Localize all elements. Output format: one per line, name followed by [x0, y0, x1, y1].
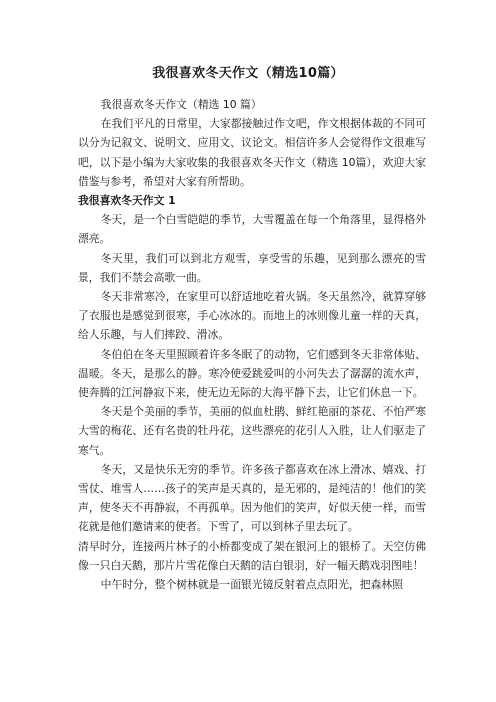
essay-paragraph: 冬天，是一个白雪皑皑的季节，大雪覆盖在每一个角落里，显得格外漂亮。 — [78, 213, 426, 246]
document-subtitle: 我很喜欢冬天作文（精选 10 篇） — [100, 98, 262, 111]
intro-paragraph: 在我们平凡的日常里，大家都接触过作文吧，作文根据体裁的不同可以分为记叙文、说明文、应用文、议论文。相信许多人会觉得作文很难写吧，以下是小编为大家收集的我很喜欢冬天作文（精选 10篇），欢迎大家借鉴与参考，希望对大家有所帮助。 — [78, 117, 426, 188]
essay-heading: 我很喜欢冬天作文 1 — [78, 194, 176, 208]
document-title: 我很喜欢冬天作文（精选10篇） — [152, 66, 344, 81]
essay-paragraph: 冬伯伯在冬天里照顾着许多冬眠了的动物，它们感到冬天非常体贴、温暖。冬天，是那么的静。寒冷使爱跳爱叫的小河失去了潺潺的流水声，使奔腾的江河静寂下来，使无边无际的大海平静下去，让它们休息一下。 — [78, 347, 426, 400]
essay-paragraph: 冬天是个美丽的季节，美丽的似血杜鹃、鲜红艳丽的茶花、不怕严寒大雪的梅花、还有名贵的牡丹花，这些漂亮的花引人入胜，让人们驱走了寒气。 — [78, 405, 426, 457]
essay-paragraph: 冬天非常寒冷，在家里可以舒适地吃着火锅。冬天虽然冷，就算穿够了衣服也是感觉到很寒，手心冰冰的。而地上的冰则像儿童一样的天真，给人乐趣，与人们摔跤、滑冰。 — [78, 290, 426, 342]
essay-paragraph: 冬天里，我们可以到北方观雪，享受雪的乐趣，见到那么漂亮的雪景，我们不禁会高歌一曲。 — [78, 251, 426, 284]
essay-paragraph: 清早时分，连接两片林子的小桥都变成了架在银河上的银桥了。天空仿佛像一只白天鹅，那片片雪花像白天鹅的洁白银羽，好一幅天鹅戏羽图哇！ — [78, 539, 426, 572]
document-body — [78, 95, 426, 594]
essay-paragraph: 中午时分，整个树林就是一面银光镜反射着点点阳光，把森林照 — [100, 578, 403, 592]
essay-paragraph: 冬天，又是快乐无穷的季节。许多孩子都喜欢在冰上滑冰、嬉戏、打雪仗、堆雪人……孩子的笑声是天真的，是无邪的，是纯洁的！他们的笑声，使冬天不再静寂，不再孤单。因为他们的笑声，好似天使一样，而雪花就是他们邀请来的使者。下雪了，可以到林子里去玩了。 — [78, 462, 426, 534]
